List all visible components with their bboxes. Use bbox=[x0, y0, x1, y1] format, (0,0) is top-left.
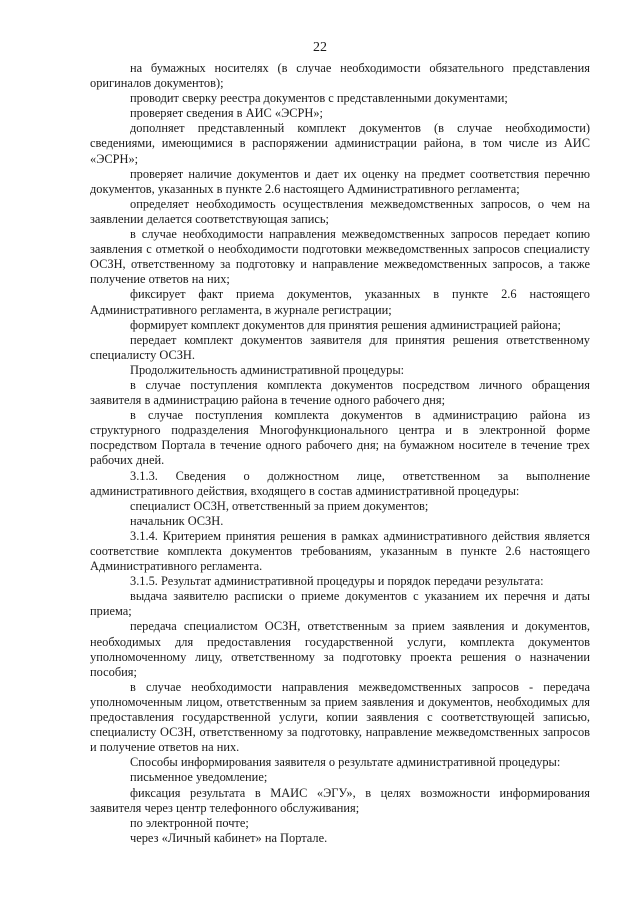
paragraph: в случае поступления комплекта документов в администрацию района из структурного подразделения Многофункционального центра и в электронной форме посредством Портала в течение одного рабочего дня; на бумажном носителе в течение трех рабочих дней. bbox=[90, 408, 590, 468]
paragraph: по электронной почте; bbox=[130, 815, 249, 830]
paragraph: специалист ОСЗН, ответственный за прием документов; bbox=[130, 498, 429, 513]
paragraph: в случае необходимости направления межведомственных запросов - передача уполномоченным лицом, ответственным за прием заявления и документов, необходимых для предоставления государственной услуги, копии заявления с соответствующей записью, специалисту ОСЗН, ответственному за подготовку, направление межведомственных запросов и получение ответов на них. bbox=[90, 679, 590, 755]
paragraph: передача специалистом ОСЗН, ответственным за прием заявления и документов, необходимых для предоставления государственной услуги, комплекта документов уполномоченному лицу, ответственному за подготовку проекта решения о назначении пособия; bbox=[90, 619, 590, 679]
paragraph: проверяет наличие документов и дает их оценку на предмет соответствия перечню документов, указанных в пункте 2.6 настоящего Административного регламента; bbox=[90, 166, 590, 196]
paragraph: дополняет представленный комплект документов (в случае необходимости) сведениями, имеющимися в распоряжении администрации района, в том числе из АИС «ЭСРН»; bbox=[90, 121, 590, 166]
paragraph: формирует комплект документов для принятия решения администрацией района; bbox=[130, 317, 561, 332]
paragraph: фиксирует факт приема документов, указанных в пункте 2.6 настоящего Административного регламента, в журнале регистрации; bbox=[90, 287, 590, 317]
paragraph: фиксация результата в МАИС «ЭГУ», в целях возможности информирования заявителя через центр телефонного обслуживания; bbox=[90, 785, 590, 815]
paragraph: через «Личный кабинет» на Портале. bbox=[130, 830, 328, 845]
paragraph: Способы информирования заявителя о результате административной процедуры: bbox=[130, 755, 561, 770]
paragraph: в случае необходимости направления межведомственных запросов передает копию заявления с отметкой о необходимости подготовки межведомственных запросов специалисту ОСЗН, ответственному за подготовку и направление межведомственных запросов, а также получение ответов на них; bbox=[90, 227, 590, 287]
document-body bbox=[90, 61, 590, 846]
paragraph: Продолжительность административной процедуры: bbox=[130, 362, 405, 377]
paragraph: письменное уведомление; bbox=[130, 770, 268, 785]
paragraph: передает комплект документов заявителя для принятия решения ответственному специалисту ОСЗН. bbox=[90, 332, 590, 362]
paragraph: 3.1.3. Сведения о должностном лице, ответственном за выполнение административного действия, входящего в состав административной процедуры: bbox=[90, 468, 590, 498]
paragraph: определяет необходимость осуществления межведомственных запросов, о чем на заявлении делается соответствующая запись; bbox=[90, 196, 590, 226]
paragraph: проверяет сведения в АИС «ЭСРН»; bbox=[130, 106, 324, 121]
paragraph: 3.1.4. Критерием принятия решения в рамках административного действия является соответствие комплекта документов требованиям, указанным в пункте 2.6 настоящего Административного регламента. bbox=[90, 528, 590, 574]
paragraph: выдача заявителю расписки о приеме документов с указанием их перечня и даты приема; bbox=[90, 589, 590, 619]
paragraph: на бумажных носителях (в случае необходимости обязательного представления оригиналов документов); bbox=[90, 61, 590, 91]
paragraph: начальник ОСЗН. bbox=[130, 513, 224, 528]
paragraph: проводит сверку реестра документов с представленными документами; bbox=[130, 91, 508, 106]
page-number: 22 bbox=[313, 40, 327, 55]
paragraph: в случае поступления комплекта документов посредством личного обращения заявителя в администрацию района в течение одного рабочего дня; bbox=[90, 377, 590, 408]
paragraph: 3.1.5. Результат административной процедуры и порядок передачи результата: bbox=[130, 574, 544, 589]
